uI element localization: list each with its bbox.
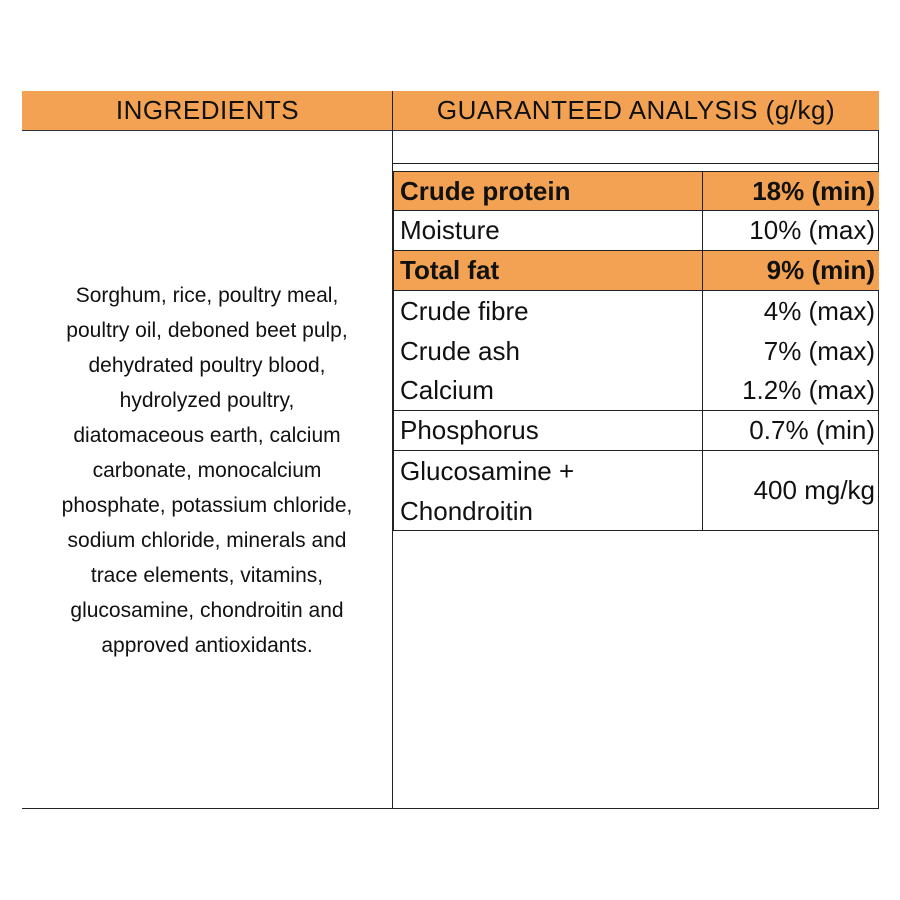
nutrient-value: 4% (max) — [763, 295, 875, 326]
nutrient-value: 400 mg/kg — [753, 475, 875, 505]
analysis-row-crude-ash — [393, 331, 879, 371]
analysis-header — [393, 91, 879, 131]
nutrient-name: Crude protein — [394, 172, 703, 210]
analysis-row-moisture — [393, 211, 879, 251]
nutrient-name: Crude ash — [394, 331, 703, 371]
ingredients-header-label: INGREDIENTS — [115, 95, 300, 125]
ingredients-cell — [22, 131, 392, 809]
analysis-table — [393, 131, 879, 531]
analysis-empty-row — [393, 131, 879, 164]
nutrient-value: 1.2% (max) — [742, 375, 875, 405]
nutrient-name: Phosphorus — [394, 411, 703, 450]
nutrient-value: 18% (min) — [752, 175, 875, 206]
nutrient-value: 7% (max) — [763, 335, 875, 366]
analysis-row-calcium — [393, 371, 879, 411]
analysis-gap — [393, 164, 879, 171]
analysis-header-label: GUARANTEED ANALYSIS (g/kg) — [436, 95, 836, 125]
nutrition-table — [22, 91, 879, 809]
analysis-row-crude-fibre — [393, 291, 879, 331]
nutrient-name: Glucosamine + Chondroitin — [394, 451, 703, 530]
nutrient-name: Total fat — [394, 251, 703, 290]
analysis-row-crude-protein — [393, 171, 879, 211]
analysis-row-phosphorus — [393, 411, 879, 451]
analysis-row-total-fat — [393, 251, 879, 291]
analysis-row-glucosamine-chondroitin — [393, 451, 879, 531]
nutrient-name: Crude fibre — [394, 291, 703, 331]
nutrient-value: 10% (max) — [749, 215, 875, 245]
nutrient-name: Moisture — [394, 211, 703, 250]
nutrient-value: 9% (min) — [766, 255, 875, 285]
nutrient-value: 0.7% (min) — [749, 415, 875, 445]
ingredients-text: Sorghum, rice, poultry meal, poultry oil, deboned beet pulp, dehydrated poultry blood, hydrolyzed poultry, diatomaceous earth, calcium carbonate, monocalcium phosphate, potassium chloride, sodium chloride, minerals and trace elements, vitamins, glucosamine, chondroitin and approved antioxidants. — [61, 283, 353, 657]
ingredients-header — [22, 91, 393, 131]
nutrient-name: Calcium — [394, 371, 703, 410]
